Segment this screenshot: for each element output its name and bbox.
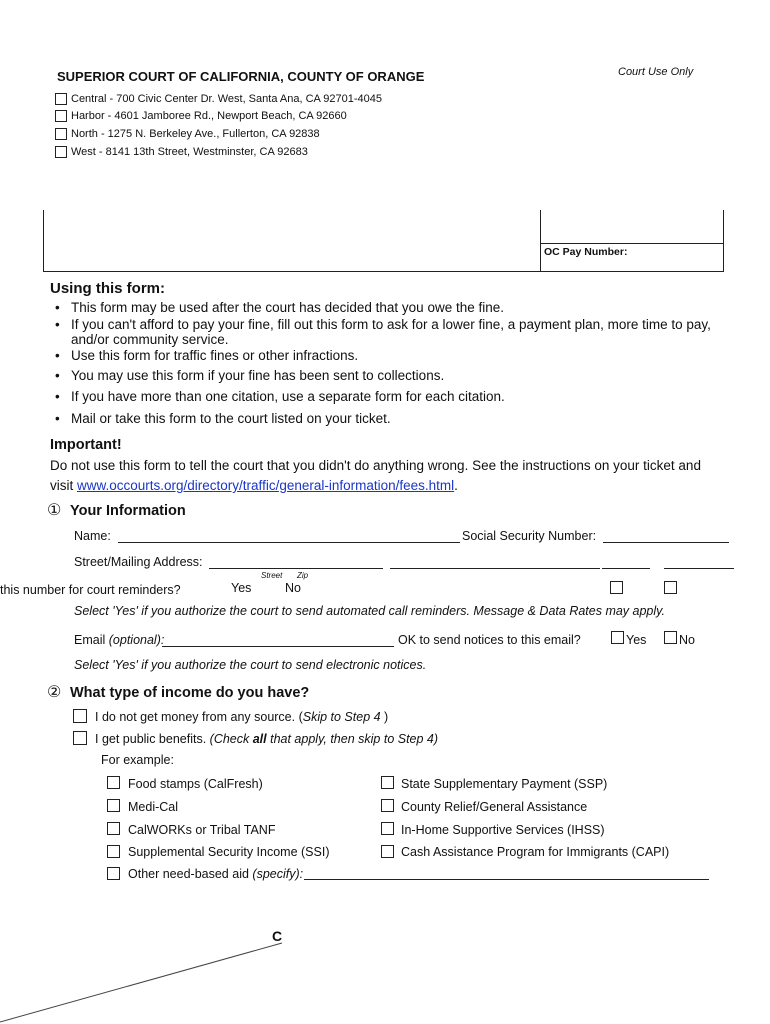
other-aid-specify: (specify): xyxy=(252,867,304,881)
capi-label: Cash Assistance Program for Immigrants (CAPI) xyxy=(401,845,670,859)
using-bullet: • If you have more than one citation, use a separate form for each citation. xyxy=(71,389,505,404)
location-north-label: North - 1275 N. Berkeley Ave., Fullerton, CA 92838 xyxy=(71,128,320,140)
important-text: Do not use this form to tell the court that you didn't do anything wrong. See the instructions on your ticket and xyxy=(50,458,701,473)
email-note: Select 'Yes' if you authorize the court to send electronic notices. xyxy=(74,658,427,672)
other-aid-text: Other need-based aid xyxy=(128,867,249,881)
ssn-label: Social Security Number: xyxy=(462,529,597,543)
ssp-label: State Supplementary Payment (SSP) xyxy=(401,777,608,791)
important-period: . xyxy=(454,478,458,493)
location-central-label: Central - 700 Civic Center Dr. West, Santa Ana, CA 92701-4045 xyxy=(71,93,383,105)
court-use-only-label: Court Use Only xyxy=(618,66,694,78)
ihss-label: In-Home Supportive Services (IHSS) xyxy=(401,823,605,837)
calfresh-label: Food stamps (CalFresh) xyxy=(128,777,263,791)
using-bullet: • Use this form for traffic fines or other infractions. xyxy=(71,348,358,363)
phone-reminder-label: this number for court reminders? xyxy=(0,583,181,597)
location-west-label: West - 8141 13th Street, Westminster, CA 92683 xyxy=(71,146,308,158)
email-optional: (optional): xyxy=(108,633,165,647)
section2-title: What type of income do you have? xyxy=(70,685,310,701)
using-heading: Using this form: xyxy=(50,280,165,297)
page-letter: C xyxy=(272,928,283,944)
email-label: Email xyxy=(74,633,106,647)
no-income-skip: Skip to Step 4 xyxy=(302,710,381,724)
using-bullet: • You may use this form if your fine has been sent to collections. xyxy=(71,368,444,383)
using-bullet: • Mail or take this form to the court listed on your ticket. xyxy=(71,411,391,426)
location-harbor-label: Harbor - 4601 Jamboree Rd., Newport Beach, CA 92660 xyxy=(71,110,347,122)
using-bullet: • This form may be used after the court has decided that you owe the fine. xyxy=(71,300,504,315)
benefits-skip: that apply, then skip to Step 4) xyxy=(266,732,439,746)
phone-yes-label: Yes xyxy=(231,581,252,595)
section2-number: ② xyxy=(47,684,62,701)
oc-pay-label: OC Pay Number: xyxy=(544,246,628,258)
important-heading: Important! xyxy=(50,437,122,453)
section1-number: ① xyxy=(47,502,62,519)
no-income-close: ) xyxy=(380,710,389,724)
benefits-all: all xyxy=(252,732,267,746)
phone-no-label: No xyxy=(285,581,301,595)
section1-title: Your Information xyxy=(70,503,186,519)
court-title: SUPERIOR COURT OF CALIFORNIA, COUNTY OF ORANGE xyxy=(57,69,425,84)
no-income-text: I do not get money from any source. ( xyxy=(95,710,303,724)
phone-note: Select 'Yes' if you authorize the court to send automated call reminders. Message & Data Rates may apply. xyxy=(74,604,665,618)
address-label: Street/Mailing Address: xyxy=(74,555,203,569)
medi-cal-label: Medi-Cal xyxy=(128,800,179,814)
name-label: Name: xyxy=(74,529,111,543)
county-relief-label: County Relief/General Assistance xyxy=(401,800,588,814)
email-ok-label: OK to send notices to this email? xyxy=(398,633,581,647)
for-example-label: For example: xyxy=(101,753,174,767)
email-no-label: No xyxy=(679,633,695,647)
using-bullet-continued: and/or community service. xyxy=(71,332,229,347)
street-caption: Street xyxy=(261,571,283,580)
using-bullet: • If you can't afford to pay your fine, fill out this form to ask for a lower fine, a payment plan, more time to pay, xyxy=(71,317,711,332)
email-yes-label: Yes xyxy=(626,633,647,647)
benefits-text: I get public benefits. xyxy=(95,732,210,746)
fees-link[interactable]: www.occourts.org/directory/traffic/general-information/fees.html xyxy=(77,478,455,493)
calworks-label: CalWORKs or Tribal TANF xyxy=(128,823,276,837)
zip-caption: Zip xyxy=(297,571,309,580)
benefits-check: (Check xyxy=(209,732,253,746)
important-visit: visit xyxy=(50,478,77,493)
ssi-label: Supplemental Security Income (SSI) xyxy=(128,845,330,859)
